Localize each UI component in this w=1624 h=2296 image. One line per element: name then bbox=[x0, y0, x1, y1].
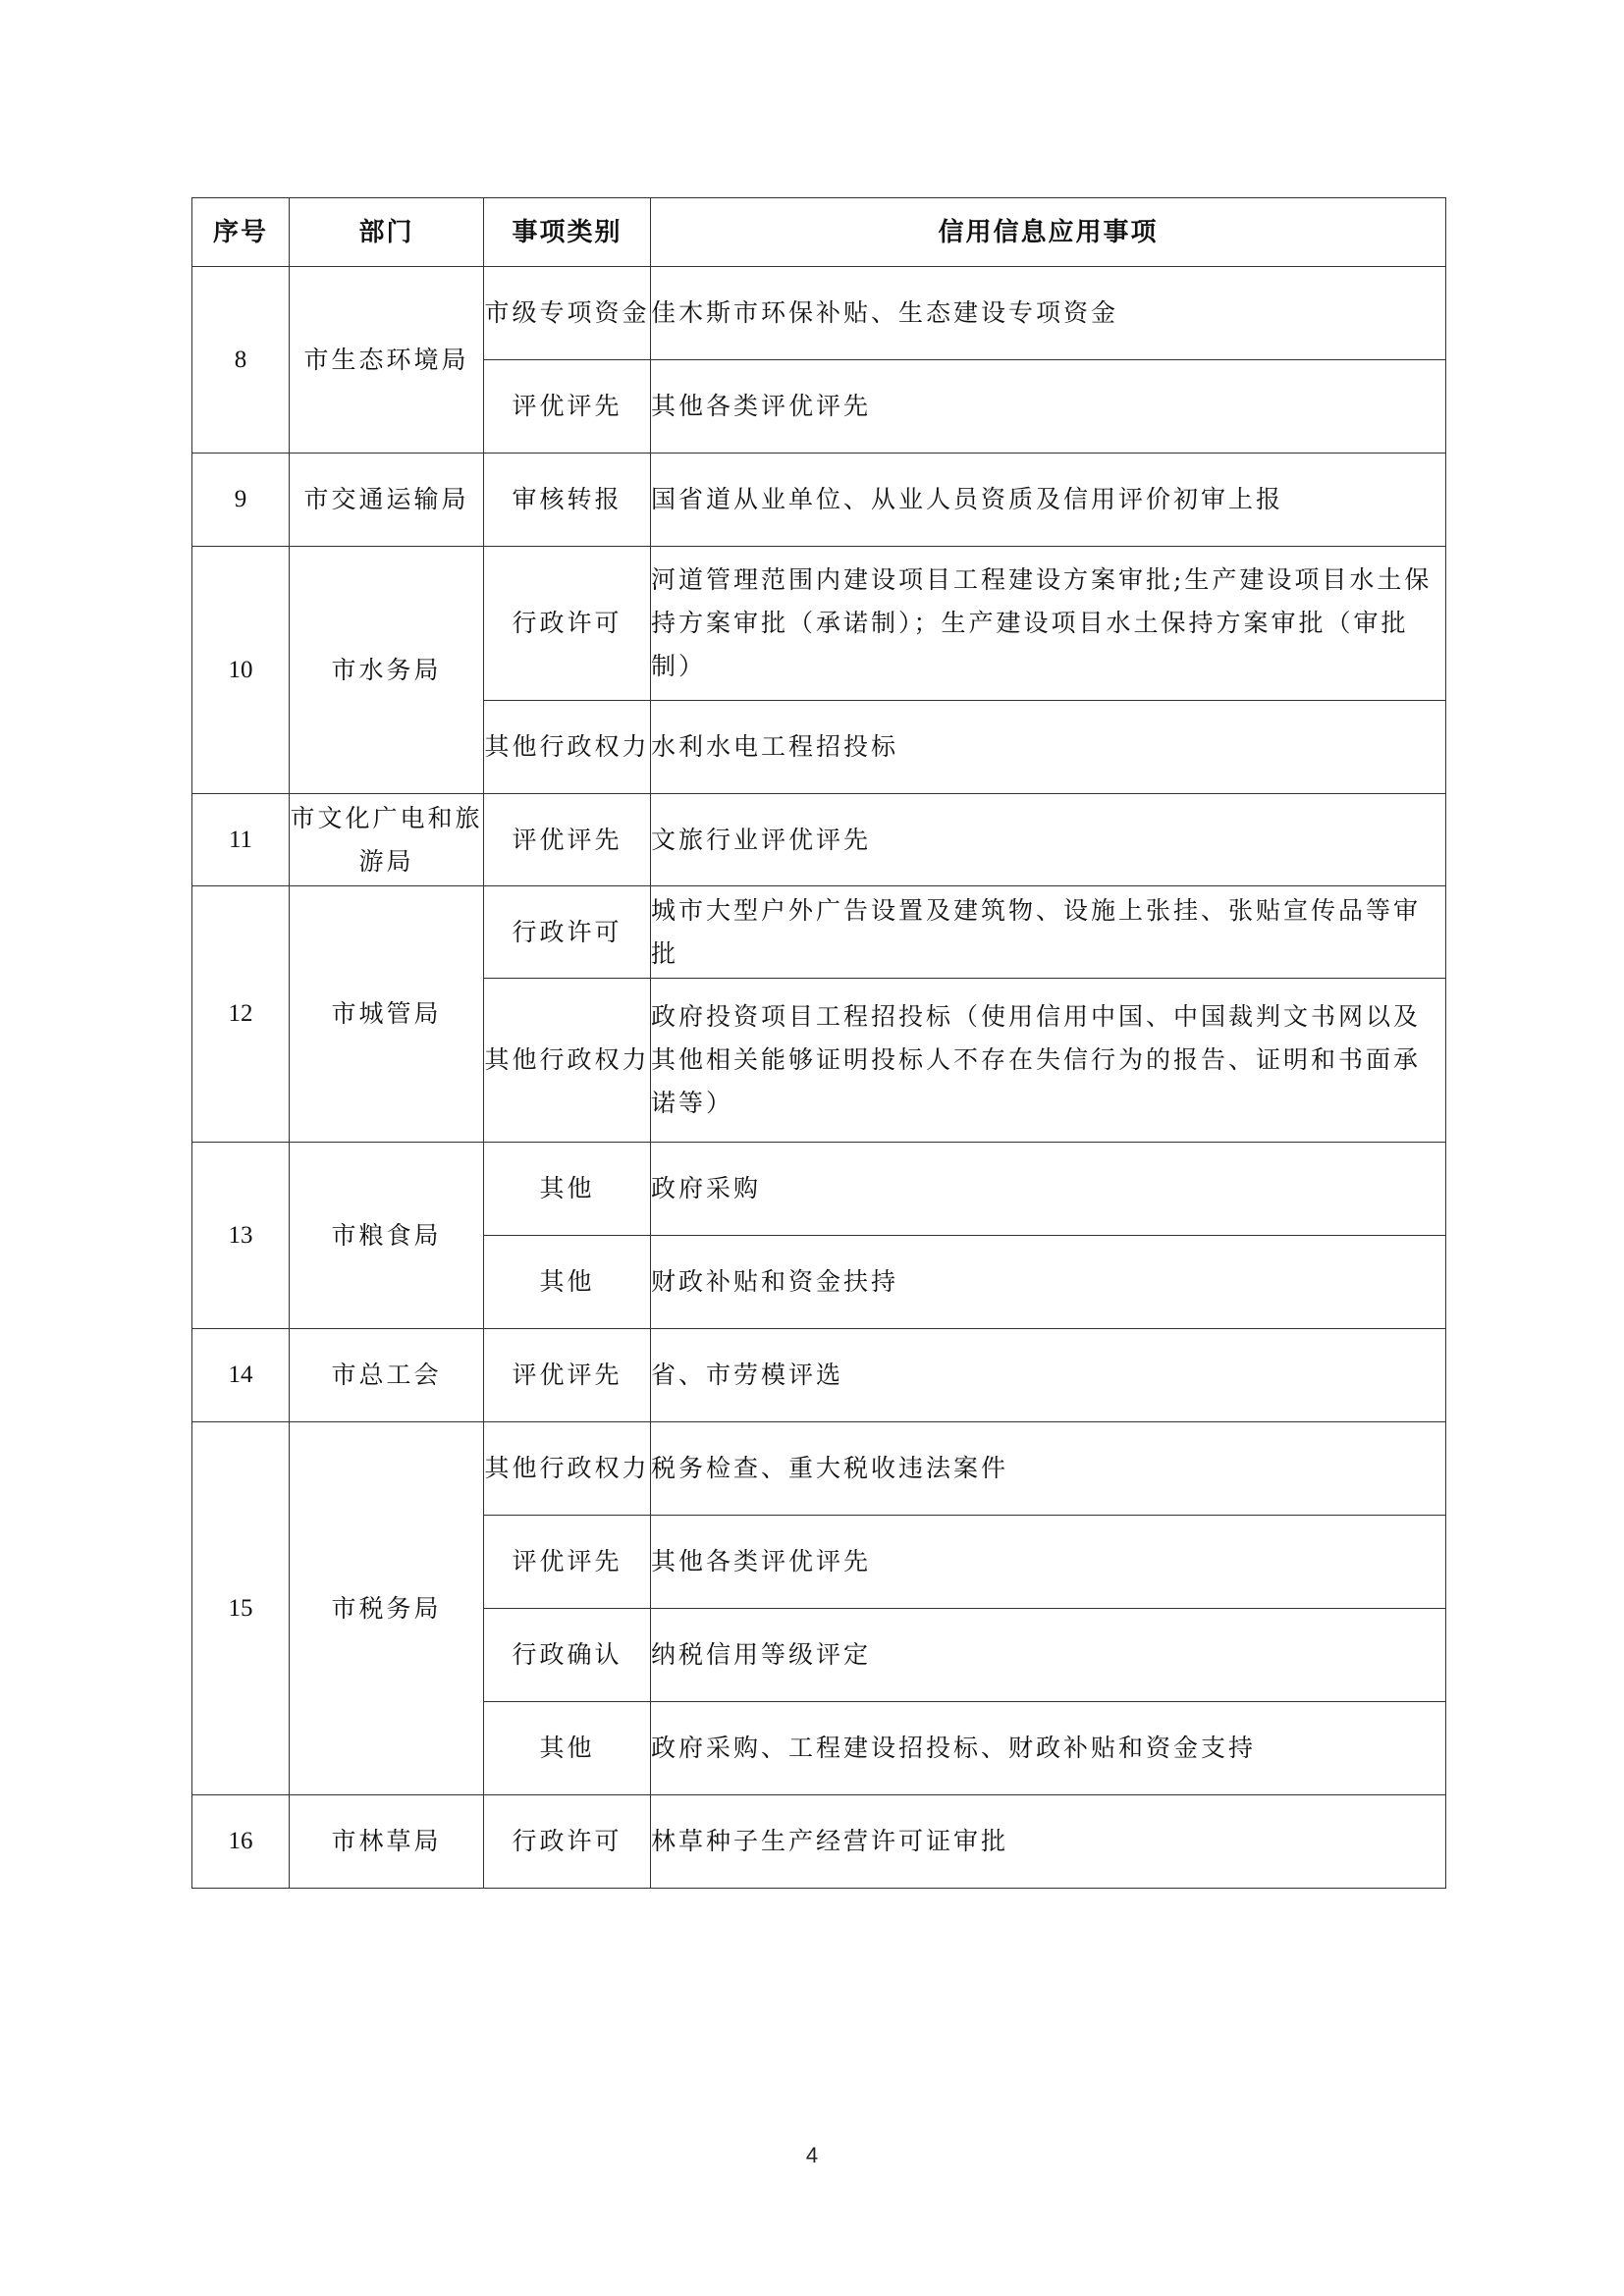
serial-number-cell: 15 bbox=[192, 1422, 290, 1795]
category-cell: 其他 bbox=[484, 1702, 651, 1795]
item-cell: 其他各类评优评先 bbox=[651, 1516, 1446, 1609]
category-cell: 其他 bbox=[484, 1236, 651, 1329]
serial-number-cell: 10 bbox=[192, 547, 290, 794]
category-cell: 评优评先 bbox=[484, 1516, 651, 1609]
serial-number-cell: 14 bbox=[192, 1329, 290, 1422]
page-number: 4 bbox=[805, 2143, 819, 2167]
category-cell: 行政确认 bbox=[484, 1609, 651, 1702]
header-credit-application-item: 信用信息应用事项 bbox=[651, 198, 1446, 267]
item-cell: 政府采购、工程建设招投标、财政补贴和资金支持 bbox=[651, 1702, 1446, 1795]
category-cell: 行政许可 bbox=[484, 886, 651, 979]
table-header-row bbox=[192, 198, 1446, 267]
item-cell: 财政补贴和资金扶持 bbox=[651, 1236, 1446, 1329]
serial-number-cell: 16 bbox=[192, 1795, 290, 1889]
category-cell: 审核转报 bbox=[484, 454, 651, 547]
item-cell: 河道管理范围内建设项目工程建设方案审批;生产建设项目水土保持方案审批（承诺制）；生产建设项目水土保持方案审批（审批制） bbox=[651, 547, 1446, 701]
category-cell: 评优评先 bbox=[484, 360, 651, 454]
item-cell: 税务检查、重大税收违法案件 bbox=[651, 1422, 1446, 1516]
department-cell: 市粮食局 bbox=[290, 1143, 484, 1329]
item-cell: 纳税信用等级评定 bbox=[651, 1609, 1446, 1702]
department-cell: 市交通运输局 bbox=[290, 454, 484, 547]
serial-number-cell: 9 bbox=[192, 454, 290, 547]
header-item-category: 事项类别 bbox=[484, 198, 651, 267]
category-cell: 其他行政权力 bbox=[484, 1422, 651, 1516]
item-cell: 城市大型户外广告设置及建筑物、设施上张挂、张贴宣传品等审批 bbox=[651, 886, 1446, 979]
table-row bbox=[192, 547, 1446, 701]
item-cell: 文旅行业评优评先 bbox=[651, 794, 1446, 886]
item-cell: 国省道从业单位、从业人员资质及信用评价初审上报 bbox=[651, 454, 1446, 547]
table-row bbox=[192, 1422, 1446, 1516]
header-serial-number: 序号 bbox=[192, 198, 290, 267]
category-cell: 其他行政权力 bbox=[484, 979, 651, 1143]
department-cell: 市文化广电和旅游局 bbox=[290, 794, 484, 886]
serial-number-cell: 11 bbox=[192, 794, 290, 886]
table-row bbox=[192, 1143, 1446, 1236]
category-cell: 市级专项资金 bbox=[484, 267, 651, 360]
category-cell: 评优评先 bbox=[484, 794, 651, 886]
serial-number-cell: 12 bbox=[192, 886, 290, 1143]
category-cell: 其他行政权力 bbox=[484, 701, 651, 794]
item-cell: 水利水电工程招投标 bbox=[651, 701, 1446, 794]
department-cell: 市林草局 bbox=[290, 1795, 484, 1889]
category-cell: 其他 bbox=[484, 1143, 651, 1236]
item-cell: 其他各类评优评先 bbox=[651, 360, 1446, 454]
item-cell: 林草种子生产经营许可证审批 bbox=[651, 1795, 1446, 1889]
department-cell: 市城管局 bbox=[290, 886, 484, 1143]
category-cell: 行政许可 bbox=[484, 1795, 651, 1889]
department-cell: 市总工会 bbox=[290, 1329, 484, 1422]
department-cell: 市税务局 bbox=[290, 1422, 484, 1795]
category-cell: 评优评先 bbox=[484, 1329, 651, 1422]
item-cell: 佳木斯市环保补贴、生态建设专项资金 bbox=[651, 267, 1446, 360]
table-row bbox=[192, 454, 1446, 547]
table-row bbox=[192, 267, 1446, 360]
department-cell: 市生态环境局 bbox=[290, 267, 484, 454]
table-row bbox=[192, 794, 1446, 886]
serial-number-cell: 13 bbox=[192, 1143, 290, 1329]
table-row bbox=[192, 886, 1446, 979]
serial-number-cell: 8 bbox=[192, 267, 290, 454]
item-cell: 政府投资项目工程招投标（使用信用中国、中国裁判文书网以及其他相关能够证明投标人不存在失信行为的报告、证明和书面承诺等） bbox=[651, 979, 1446, 1143]
item-cell: 政府采购 bbox=[651, 1143, 1446, 1236]
category-cell: 行政许可 bbox=[484, 547, 651, 701]
item-cell: 省、市劳模评选 bbox=[651, 1329, 1446, 1422]
table-row bbox=[192, 1795, 1446, 1889]
header-department: 部门 bbox=[290, 198, 484, 267]
credit-application-table bbox=[191, 197, 1446, 1889]
table-row bbox=[192, 1329, 1446, 1422]
department-cell: 市水务局 bbox=[290, 547, 484, 794]
